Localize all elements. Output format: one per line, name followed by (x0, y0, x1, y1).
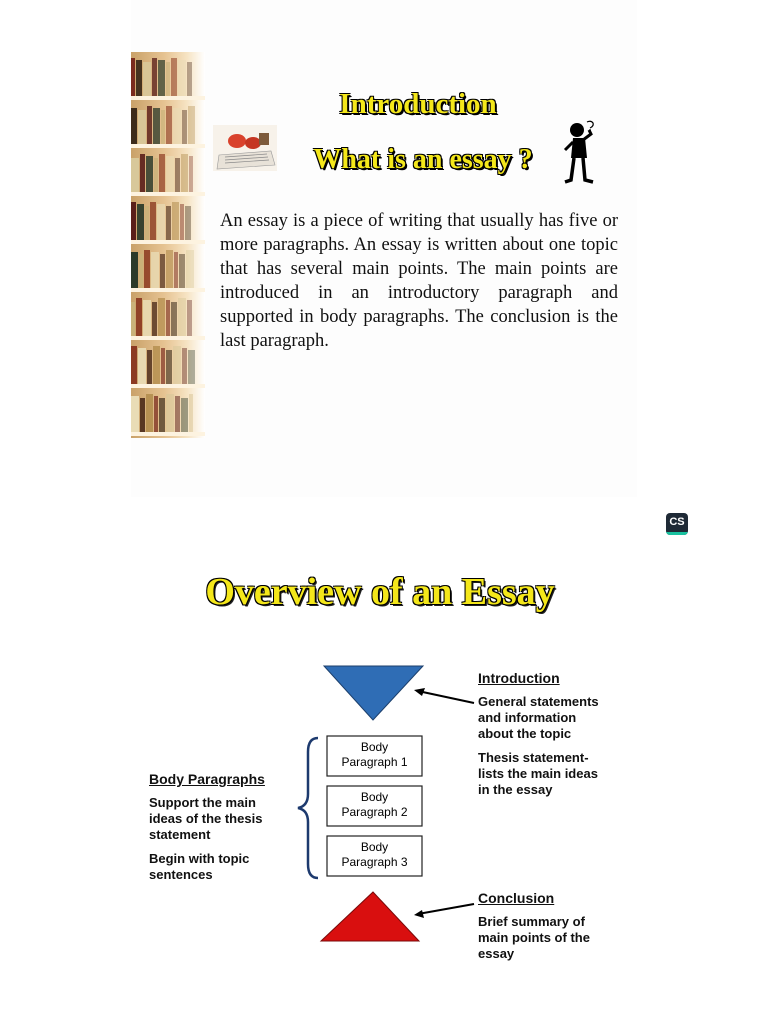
book-spine (131, 396, 139, 432)
topic-text-line: Begin with topic (149, 851, 250, 866)
book-spine (131, 302, 135, 336)
thesis-text-line: Thesis statement- (478, 750, 589, 765)
book-spine (186, 250, 194, 288)
book-spine (166, 394, 174, 432)
shelf-board (131, 240, 205, 244)
book-spine (154, 396, 158, 432)
book-spine (159, 154, 165, 192)
book-spine (151, 252, 159, 288)
book-spine (166, 106, 172, 144)
essay-definition-text: An essay is a piece of writing that usually has five or more paragraphs. An essay is written about one topic that has several main points. The main points are introduced in an introductory paragraph and supported in body paragraphs. The conclusion is the last paragraph. (220, 211, 618, 351)
book-spine (144, 250, 150, 288)
book-spine (158, 298, 165, 336)
body-paragraphs-heading: Body Paragraphs (149, 771, 265, 787)
book-spine (153, 108, 160, 144)
book-spine (189, 156, 193, 192)
slide-introduction (131, 0, 637, 497)
conclusion-arrow (414, 904, 474, 918)
book-spine (137, 204, 144, 240)
body-text-line: statement (149, 827, 211, 842)
book-spine (159, 398, 165, 432)
introduction-triangle (324, 666, 423, 720)
body-brace (298, 738, 318, 878)
book-spine (182, 348, 187, 384)
shelf-board (131, 192, 205, 196)
book-spine (166, 300, 170, 336)
box3-line1: Body (360, 840, 389, 854)
book-spine (131, 158, 139, 192)
book-spine (140, 398, 145, 432)
thinking-figure-icon (561, 120, 601, 186)
book-spine (147, 106, 152, 144)
shelf-board (131, 336, 205, 340)
badge-label: CS (669, 516, 685, 528)
book-spine (153, 346, 160, 384)
slide1-title: Introduction (339, 88, 497, 120)
book-spine (185, 206, 191, 240)
body-text-line: Support the main (149, 795, 256, 810)
book-spine (166, 250, 173, 288)
book-spine (152, 58, 157, 96)
book-spine (187, 300, 192, 336)
book-spine (188, 106, 195, 144)
book-spine (154, 158, 158, 192)
book-spine (175, 158, 180, 192)
book-spine (180, 204, 184, 240)
book-spine (166, 62, 170, 96)
book-spine (145, 206, 149, 240)
book-spine (152, 302, 157, 336)
box2-line2: Paragraph 2 (341, 805, 408, 819)
shelf-board (131, 432, 205, 436)
body-text-line: ideas of the thesis (149, 811, 263, 826)
book-spine (178, 60, 186, 96)
book-spine (189, 394, 193, 432)
book-spine (150, 202, 156, 240)
book-spine (188, 350, 195, 384)
book-spine (175, 396, 180, 432)
book-spine (181, 398, 188, 432)
intro-text-line: General statements (478, 694, 599, 709)
book-spine (182, 110, 187, 144)
book-spine (131, 58, 135, 96)
book-spine (187, 62, 192, 96)
conclusion-heading: Conclusion (478, 890, 555, 906)
book-spine (160, 254, 165, 288)
book-spine (178, 298, 186, 336)
book-spine (158, 60, 165, 96)
box1-line2: Paragraph 1 (341, 755, 408, 769)
book-spine (139, 254, 143, 288)
thesis-text-line: in the essay (478, 782, 553, 797)
book-spine (173, 108, 181, 144)
book-spine (173, 346, 181, 384)
book-spine (140, 154, 145, 192)
book-spine (161, 348, 165, 384)
introduction-heading: Introduction (478, 670, 560, 686)
thesis-text-line: lists the main ideas (478, 766, 598, 781)
box1-line1: Body (360, 740, 389, 754)
topic-text-line: sentences (149, 867, 213, 882)
camscanner-badge-icon (666, 513, 688, 535)
book-spine (136, 298, 142, 336)
shelf-board (131, 96, 205, 100)
book-spine (143, 300, 151, 336)
book-spine (131, 108, 137, 144)
book-spine (161, 110, 165, 144)
book-spine (174, 252, 178, 288)
slide2-title: Overview of an Essay (205, 571, 555, 613)
conclusion-triangle (321, 892, 419, 941)
intro-text-line: about the topic (478, 726, 572, 741)
book-spine (157, 204, 165, 240)
book-spine (166, 350, 172, 384)
shelf-board (131, 288, 205, 292)
shelf-board (131, 144, 205, 148)
book-spine (131, 202, 136, 240)
intro-arrow (414, 688, 474, 703)
book-spine (147, 350, 152, 384)
book-spine (138, 110, 146, 144)
conclusion-text-line: essay (478, 946, 515, 961)
book-spine (166, 206, 171, 240)
book-spine (143, 62, 151, 96)
shelf-board (131, 384, 205, 388)
book-spine (131, 346, 137, 384)
book-spine (166, 156, 174, 192)
book-spine (179, 254, 185, 288)
book-spine (146, 156, 153, 192)
slide1-question: What is an essay ? (313, 144, 533, 175)
book-spine (146, 394, 153, 432)
box2-line1: Body (360, 790, 389, 804)
conclusion-text-line: Brief summary of (478, 914, 585, 929)
intro-text-line: and information (478, 710, 577, 725)
conclusion-text-line: main points of the (478, 930, 590, 945)
book-spine (171, 58, 177, 96)
book-spine (181, 154, 188, 192)
book-spine (136, 60, 142, 96)
slide-overview (112, 548, 648, 1024)
bookshelf-image (131, 52, 205, 438)
book-spine (138, 348, 146, 384)
book-spine (172, 202, 179, 240)
book-spine (131, 252, 138, 288)
box3-line2: Paragraph 3 (341, 855, 408, 869)
book-spine (171, 302, 177, 336)
